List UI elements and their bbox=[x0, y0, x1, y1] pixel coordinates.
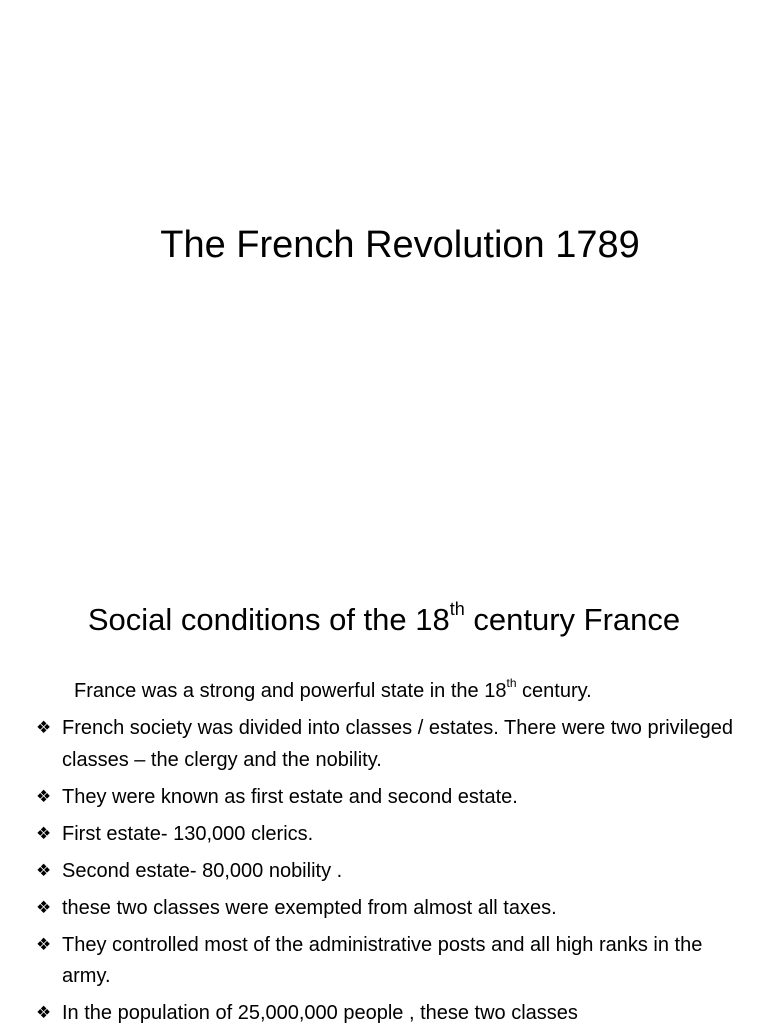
intro-superscript: th bbox=[506, 676, 517, 691]
four-diamond-bullet-icon: ❖ bbox=[36, 718, 52, 738]
slide-heading bbox=[0, 600, 768, 640]
bullet-item bbox=[36, 893, 746, 925]
slide-title: The French Revolution 1789 bbox=[160, 224, 640, 266]
bullet-text: In the population of 25,000,000 people , these two classes bbox=[62, 1002, 578, 1024]
bullet-text: They were known as first estate and second estate. bbox=[62, 785, 518, 808]
bullet-text: First estate- 130,000 clerics. bbox=[62, 822, 314, 845]
bullet-item bbox=[36, 713, 746, 776]
bullet-item bbox=[36, 819, 746, 851]
intro-text-end: century. bbox=[516, 680, 592, 702]
four-diamond-bullet-icon: ❖ bbox=[36, 934, 52, 955]
bullet-list bbox=[36, 713, 746, 1024]
bullet-text: They controlled most of the administrative posts and all high ranks in the army. bbox=[62, 933, 703, 987]
heading-superscript: th bbox=[449, 598, 465, 619]
four-diamond-bullet-icon: ❖ bbox=[36, 786, 52, 807]
four-diamond-bullet-icon: ❖ bbox=[36, 860, 52, 881]
four-diamond-bullet-icon: ❖ bbox=[36, 823, 52, 844]
bullet-item bbox=[36, 998, 746, 1024]
bullet-text: Second estate- 80,000 nobility . bbox=[62, 859, 343, 882]
four-diamond-bullet-icon: ❖ bbox=[36, 1003, 52, 1023]
heading-text: Social conditions of the 18 bbox=[87, 602, 450, 637]
four-diamond-bullet-icon: ❖ bbox=[36, 897, 52, 918]
intro-text-start: France was a strong and powerful state in the 18 bbox=[74, 680, 507, 702]
intro-text bbox=[74, 676, 592, 706]
heading-text-end: century France bbox=[464, 602, 681, 637]
bullet-text: French society was divided into classes / estates. There were two privileged classes – the clergy and the nobility. bbox=[62, 717, 734, 771]
bullet-text: these two classes were exempted from almost all taxes. bbox=[62, 896, 557, 919]
bullet-item bbox=[36, 782, 746, 814]
bullet-item bbox=[36, 930, 746, 993]
content-slide bbox=[0, 576, 768, 1024]
bullet-item bbox=[36, 856, 746, 888]
